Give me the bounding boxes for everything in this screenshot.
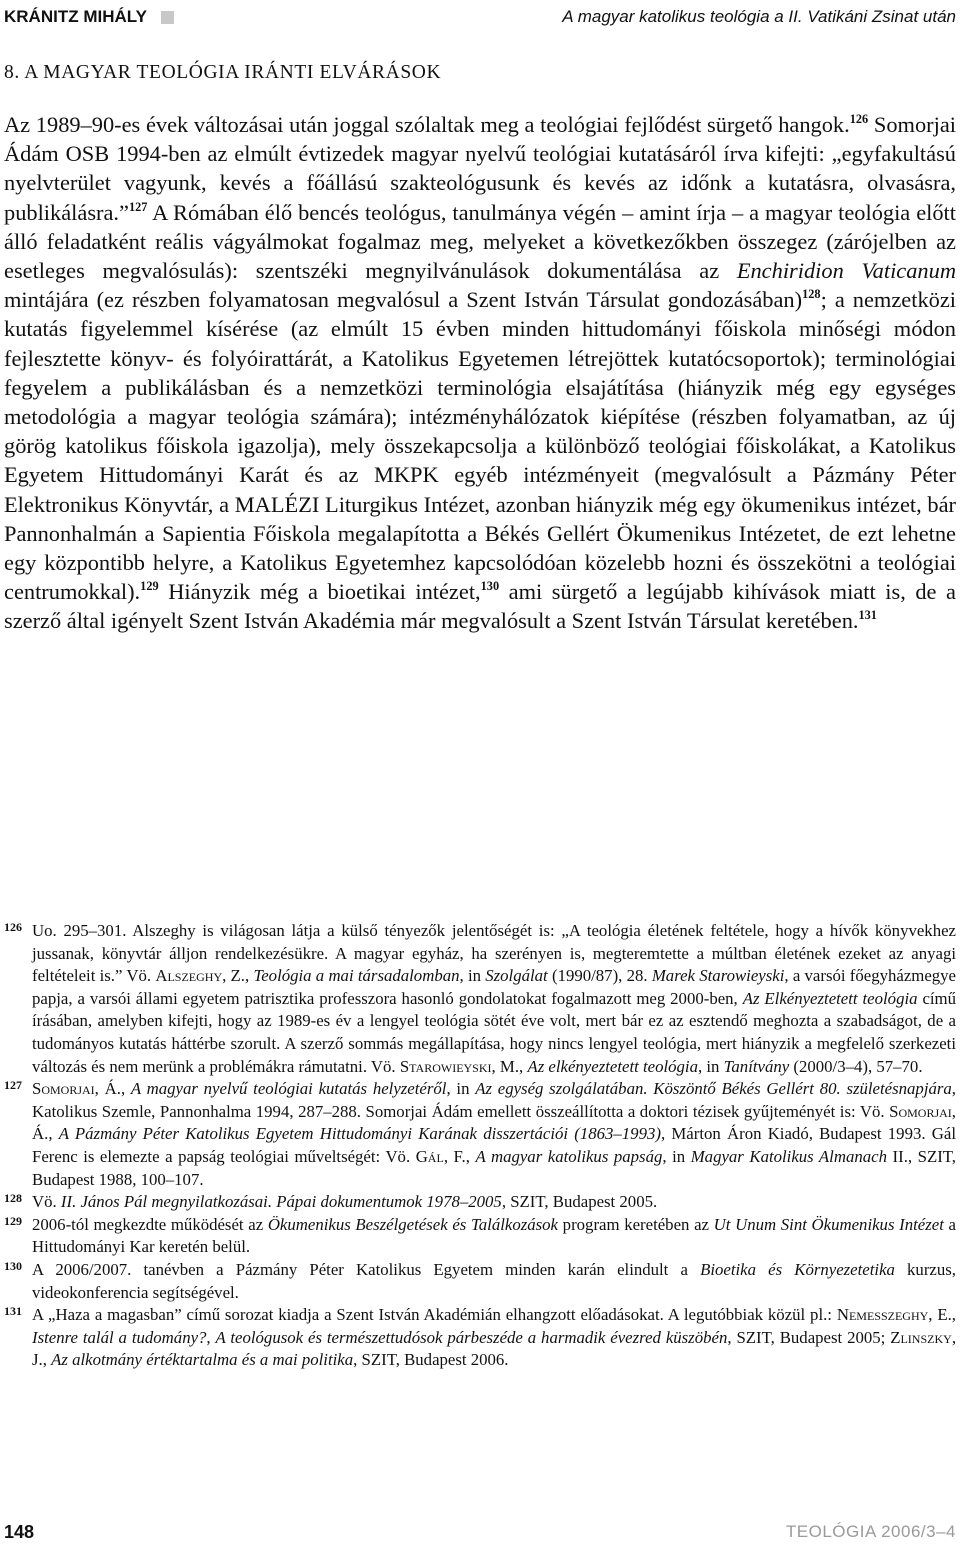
section-title: 8. A MAGYAR TEOLÓGIA IRÁNTI ELVÁRÁSOK bbox=[4, 62, 442, 83]
italic-title: A Pázmány Péter Katolikus Egyetem Hittudományi Karának disszertációi (1863–1993) bbox=[58, 1124, 661, 1144]
body-paragraph bbox=[4, 110, 956, 636]
text-run: 2006-tól megkezdte működését az bbox=[32, 1214, 268, 1234]
italic-title: Szolgálat bbox=[485, 966, 548, 986]
text-run: , in bbox=[446, 1079, 476, 1099]
italic-title: Ut Unum Sint Ökumenikus Intézet bbox=[713, 1214, 944, 1234]
italic-title: Magyar Katolikus Almanach bbox=[690, 1146, 887, 1166]
italic-title: Az egység szolgálatában. Köszöntő Békés Gellért 80. születésnapjára bbox=[475, 1079, 952, 1099]
footnote-128 bbox=[4, 1191, 956, 1214]
footnote-ref-127[interactable]: 127 bbox=[128, 199, 148, 214]
journal-name: TEOLÓGIA 2006/3–4 bbox=[785, 1522, 956, 1541]
text-run: , E., bbox=[928, 1305, 956, 1325]
running-head bbox=[4, 6, 956, 28]
italic-title: Tanítvány bbox=[723, 1056, 790, 1076]
text-run: , Márton Áron Kiadó, Budapest 1993. Gál Ferenc is elemezte a papság teológiai műveltségét: Vö. bbox=[32, 1124, 956, 1166]
italic-title: Bioetika és Környezetetika bbox=[700, 1259, 895, 1279]
text-run: , Á., bbox=[32, 1101, 956, 1144]
footnote-number: 129 bbox=[4, 1213, 22, 1228]
text-run: , Katolikus Szemle, Pannonhalma 1994, 287–288. Somorjai Ádám emellett összeállította a doktori tézisek gyűjteményét is: Vö. bbox=[32, 1079, 956, 1121]
page-footer bbox=[4, 1522, 956, 1542]
author-name: Alszeghy bbox=[155, 966, 223, 986]
text-run: , SZIT, Budapest 2005. bbox=[501, 1192, 658, 1212]
author-name: Nemesszeghy bbox=[836, 1305, 929, 1325]
text-run: ami sürgető a legújabb kihívások miatt is, de a szerző által igényelt Szent István Akadémia már megvalósult a Szent István Társulat keretében. bbox=[4, 579, 956, 634]
page-number: 148 bbox=[4, 1521, 35, 1542]
text-run: A 2006/2007. tanévben a Pázmány Péter Katolikus Egyetem minden karán elindult a bbox=[32, 1259, 701, 1279]
footnote-number: 128 bbox=[4, 1191, 22, 1206]
italic-title: A teológusok és természettudósok párbeszéde a harmadik évezred küszöbén bbox=[215, 1327, 728, 1347]
text-run: mintájára (ez részben folyamatosan megvalósul a Szent István Társulat gondozásában) bbox=[4, 287, 803, 313]
text-run: kurzus, videokonferencia segítségével. bbox=[32, 1259, 956, 1302]
text-run: , Z., bbox=[222, 966, 254, 986]
text-run: , in bbox=[459, 966, 486, 986]
footnote-number: 127 bbox=[4, 1078, 22, 1093]
author-name: Somorjai bbox=[889, 1101, 952, 1121]
footnote-ref-131[interactable]: 131 bbox=[858, 608, 877, 623]
text-run: , M., bbox=[491, 1056, 528, 1076]
footnote-130 bbox=[4, 1259, 956, 1304]
text-run: , SZIT, Budapest 2006. bbox=[353, 1350, 509, 1370]
text-run: a Hittudományi Kar keretén belül. bbox=[32, 1214, 957, 1257]
text-run: , SZIT, Budapest 2005; bbox=[727, 1327, 891, 1347]
text-run: , J., bbox=[32, 1327, 957, 1370]
footnote-number: 130 bbox=[4, 1258, 22, 1273]
text-run: Hiányzik még a bioetikai intézet, bbox=[158, 579, 481, 605]
author-name: Somorjai bbox=[32, 1079, 95, 1099]
separator-square-icon bbox=[161, 11, 174, 24]
text-run: (1990/87), 28. bbox=[547, 966, 652, 986]
italic-title: Az alkotmány értéktartalma és a mai politika bbox=[51, 1350, 354, 1370]
footnote-ref-130[interactable]: 130 bbox=[480, 579, 500, 594]
text-run: című írásában, amelyben kifejti, hogy az 1989-es év a lengyel teológia sötét éve volt, mert bár ez az esztendő meghozta a szabadságot, de a tudományos kutatás háttérbe szorult. A szerző sommás megállapítása, hogy nincs lengyel teológia, mert hiányzik a megfelelő szerkezeti változás és nem merünk a problémákra rámutatni. Vö. bbox=[32, 988, 957, 1076]
italic-title: Enchiridion Vaticanum bbox=[736, 258, 956, 284]
text-run: , Á., bbox=[94, 1079, 131, 1099]
italic-title: A magyar nyelvű teológiai kutatás helyzetéről bbox=[130, 1079, 447, 1099]
footnote-number: 131 bbox=[4, 1304, 22, 1319]
footnote-129 bbox=[4, 1214, 956, 1259]
text-run: A „Haza a magasban” című sorozat kiadja a Szent István Akadémián elhangzott előadásokat. A legutóbbiak közül pl.: bbox=[32, 1305, 837, 1325]
footnote-126 bbox=[4, 920, 956, 1078]
italic-title: Istenre talál a tudomány? bbox=[32, 1327, 207, 1347]
text-run: ; a nemzetközi kutatás figyelemmel kísérése (az elmúlt 15 évben minden hittudományi főiskola minőségi módon fejlesztette könyv- és folyóirattárát, a Katolikus Egyetemen létrejöttek kutatócsoportok); terminológiai fegyelem a publikálásban és a nemzetközi terminológia elsajátítása (hiányzik még egy egységes metodológia a magyar teológia számára); intézményhálózatok kiépítése (részben folyamatban, az új görög katolikus főiskola igazolja), mely összekapcsolja a különböző teológiai főiskolákat, a Katolikus Egyetem Hittudományi Karát és az MKPK egyéb intézményeit (megvalósult a Pázmány Péter Elektronikus Könyvtár, a MALÉZI Liturgikus Intézet, azonban hiányzik még egy ökumenikus intézet, bár Pannonhalmán a Sapientia Főiskola megalapította a Békés Gellért Ökumenikus Intézetet, de ezt lehetne egy központibb helyre, a Katolikus Egyetemhez kapcsolódóan közelebb hozni és összekötni a teológiai centrumokkal). bbox=[4, 287, 956, 605]
italic-name: Marek Starowieyski bbox=[651, 966, 785, 986]
footnote-131 bbox=[4, 1304, 956, 1372]
text-run: , in bbox=[697, 1056, 724, 1076]
text-run: A Rómában élő bencés teológus, tanulmánya végén – amint írja – a magyar teológia előtt álló feladatként reális vágyálmokat fogalmaz meg, melyeket a következőkben összegez (zárójelben az esetleges megvalósulás): szentszéki megnyilvánulások dokumentálása az bbox=[4, 199, 956, 284]
author-name: Starowieyski bbox=[399, 1056, 492, 1076]
text-run: , bbox=[206, 1327, 216, 1347]
text-run: Uo. 295–301. Alszeghy is világosan látja a külső tényezők jelentőségét is: „A teológia életének feltétele, hogy a hívők könyvekhez jussanak, könyvtár álljon rendelkezésükre. A magyar egyház, ha szerényen is, megteremtette a múltban életének ezeket az anyagi feltételeit is.” Vö. bbox=[32, 921, 956, 986]
footnotes bbox=[4, 920, 956, 1372]
italic-title: Teológia a mai társadalomban bbox=[253, 966, 460, 986]
author-name: Zlinszky bbox=[890, 1327, 952, 1347]
footnote-number: 126 bbox=[4, 920, 22, 934]
body-text bbox=[4, 110, 956, 636]
running-head-author: KRÁNITZ MIHÁLY bbox=[4, 7, 147, 26]
italic-title: A magyar katolikus papság bbox=[475, 1146, 663, 1166]
footnote-ref-128[interactable]: 128 bbox=[802, 286, 821, 301]
text-run: , F., bbox=[443, 1146, 476, 1166]
author-name: Gál bbox=[415, 1146, 444, 1166]
text-run: program keretében az bbox=[558, 1214, 714, 1234]
running-head-title: A magyar katolikus teológia a II. Vatikáni Zsinat után bbox=[562, 7, 956, 26]
italic-title: Az Elkényeztetett teológia bbox=[742, 988, 918, 1008]
text-run: Vö. bbox=[32, 1192, 61, 1212]
footnote-127 bbox=[4, 1078, 956, 1191]
text-run: Az 1989–90-es évek változásai után joggal szólaltak meg a teológiai fejlődést sürgető hangok. bbox=[4, 112, 850, 137]
footnote-ref-126[interactable]: 126 bbox=[849, 111, 869, 126]
italic-title: Az elkényeztetett teológia bbox=[527, 1056, 698, 1076]
text-run: , in bbox=[662, 1146, 691, 1166]
text-run: II., SZIT, Budapest 1988, 100–107. bbox=[32, 1146, 956, 1189]
footnote-ref-129[interactable]: 129 bbox=[140, 579, 159, 594]
text-run: , a varsói főegyházmegye papja, a varsói állami egyetem patrisztika professzora hasonló gondolatokat fogalmazott meg 2000-ben, bbox=[32, 966, 957, 1008]
italic-title: Ökumenikus Beszélgetések és Találkozások bbox=[267, 1214, 559, 1234]
text-run: Somorjai Ádám OSB 1994-ben az elmúlt évtizedek magyar nyelvű teológiai kutatásáról írva kifejti: „egyfakultású nyelvterület vagyunk, kevés a főállású szakteológusunk és kevés az időnk a kutatásra, olvasásra, publikálásra.” bbox=[4, 112, 956, 225]
italic-title: II. János Pál megnyilatkozásai. Pápai dokumentumok 1978–2005 bbox=[60, 1192, 502, 1212]
text-run: (2000/3–4), 57–70. bbox=[789, 1056, 923, 1076]
